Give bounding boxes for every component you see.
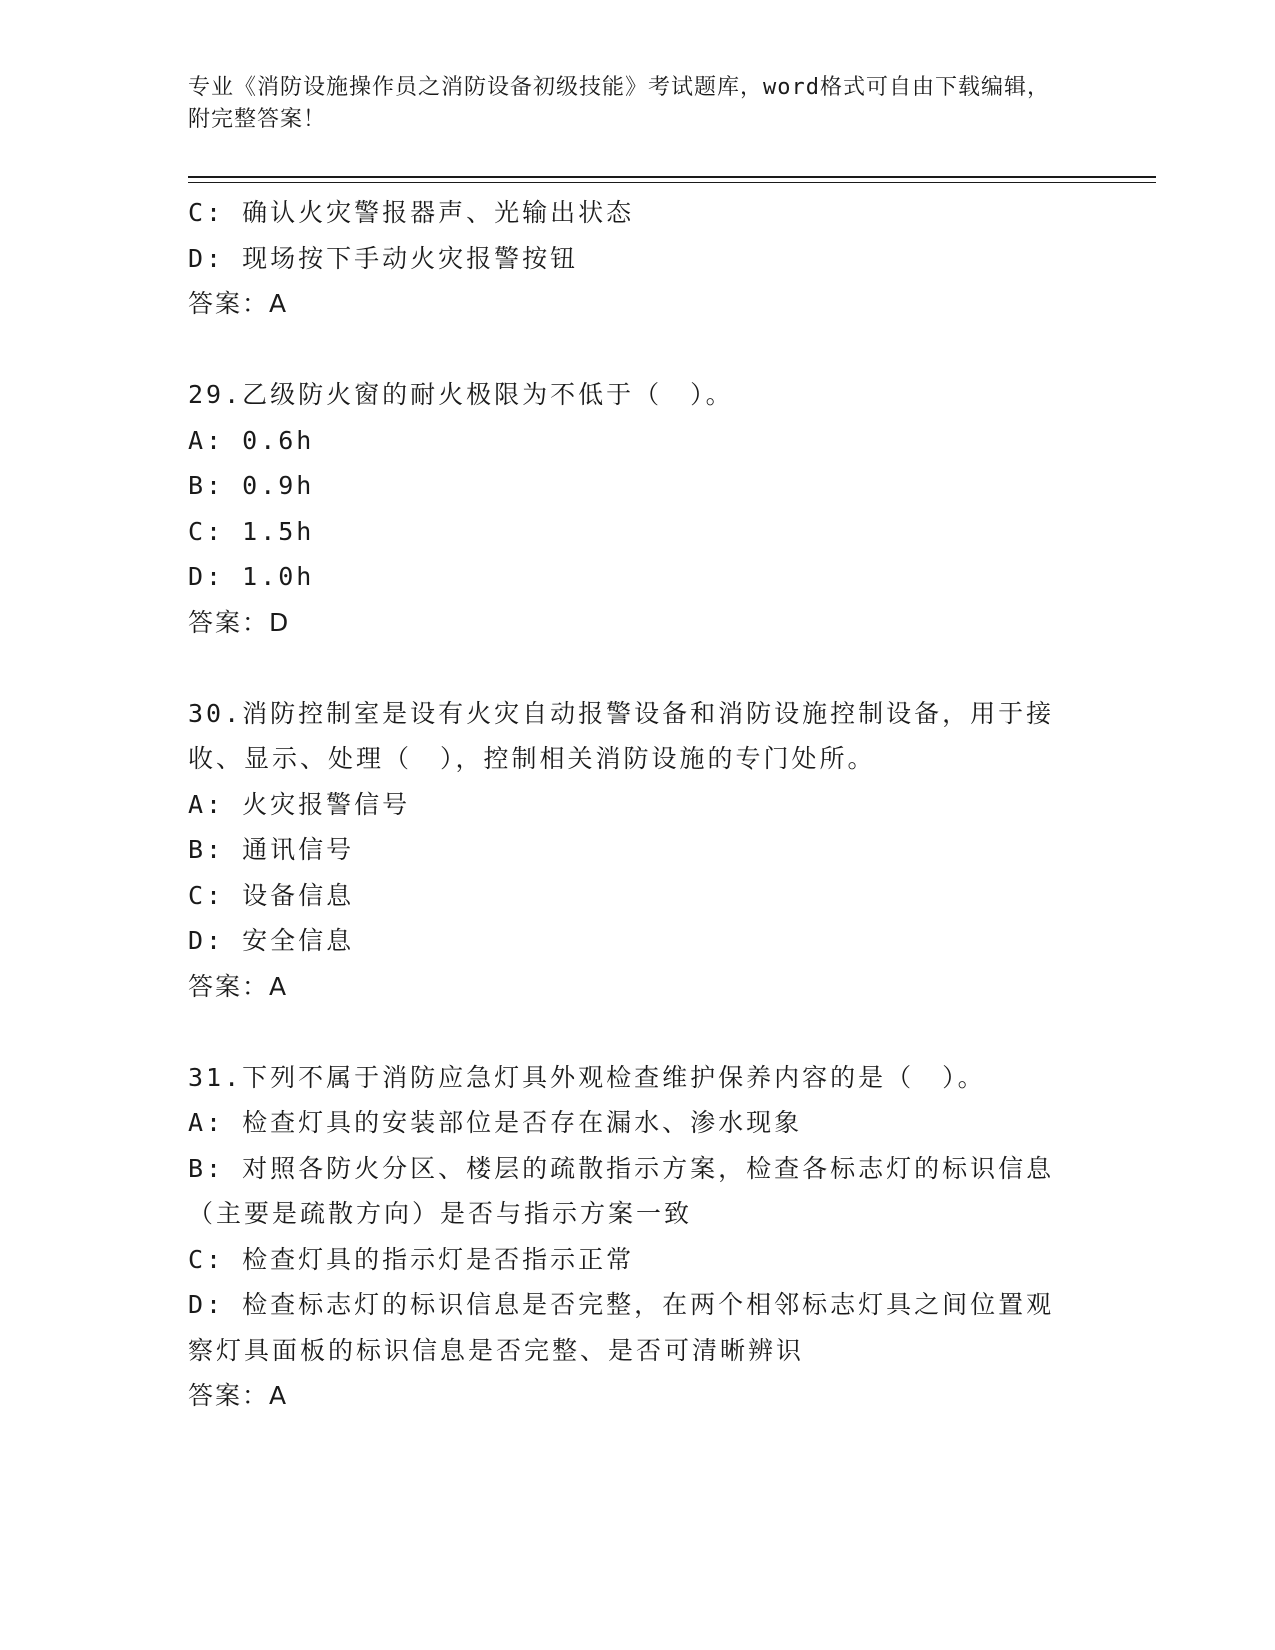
option-d: D: 现场按下手动火灾报警按钮 bbox=[188, 243, 579, 273]
option-d-line1: D: 检查标志灯的标识信息是否完整，在两个相邻标志灯具之间位置观 bbox=[188, 1290, 1055, 1319]
option-c: C: 确认火灾警报器声、光输出状态 bbox=[188, 198, 635, 227]
spacer bbox=[188, 1009, 1088, 1055]
option-d: D: 1.0h bbox=[188, 562, 315, 591]
question-31 bbox=[188, 1055, 1088, 1419]
option-c: C: 设备信息 bbox=[188, 880, 355, 910]
question-stem: 29.乙级防火窗的耐火极限为不低于（ ）。 bbox=[188, 380, 734, 409]
option-d-line2: 察灯具面板的标识信息是否完整、是否可清晰辨识 bbox=[188, 1335, 805, 1365]
question-list bbox=[188, 190, 1088, 1419]
header-divider-thick bbox=[188, 176, 1156, 178]
spacer bbox=[188, 327, 1088, 373]
question-29 bbox=[188, 372, 1088, 645]
question-stem-line2: 收、显示、处理（ ），控制相关消防设施的专门处所。 bbox=[188, 744, 876, 773]
option-b: B: 通讯信号 bbox=[188, 835, 355, 864]
answer-line: 答案：D bbox=[188, 607, 291, 637]
answer-line: 答案：A bbox=[188, 1381, 289, 1410]
question-stem: 31.下列不属于消防应急灯具外观检查维护保养内容的是（ ）。 bbox=[188, 1062, 986, 1092]
option-a: A: 检查灯具的安装部位是否存在漏水、渗水现象 bbox=[188, 1108, 803, 1137]
question-stem-line1: 30.消防控制室是设有火灾自动报警设备和消防设施控制设备，用于接 bbox=[188, 698, 1055, 728]
question-28 bbox=[188, 190, 1088, 327]
answer-line: 答案：A bbox=[188, 289, 289, 318]
option-b-line2: （主要是疏散方向）是否与指示方案一致 bbox=[188, 1199, 693, 1228]
question-30 bbox=[188, 691, 1088, 1010]
spacer bbox=[188, 645, 1088, 691]
option-b-line1: B: 对照各防火分区、楼层的疏散指示方案，检查各标志灯的标识信息 bbox=[188, 1153, 1055, 1183]
option-c: C: 检查灯具的指示灯是否指示正常 bbox=[188, 1244, 635, 1274]
option-b: B: 0.9h bbox=[188, 471, 315, 500]
option-d: D: 安全信息 bbox=[188, 926, 355, 955]
header-divider-thin bbox=[188, 182, 1156, 183]
option-a: A: 火灾报警信号 bbox=[188, 789, 411, 819]
document-header: 专业《消防设施操作员之消防设备初级技能》考试题库，word格式可自由下载编辑，附完整答案！ bbox=[188, 75, 1050, 132]
option-c: C: 1.5h bbox=[188, 516, 315, 546]
option-a: A: 0.6h bbox=[188, 425, 315, 455]
answer-line: 答案：A bbox=[188, 971, 289, 1001]
